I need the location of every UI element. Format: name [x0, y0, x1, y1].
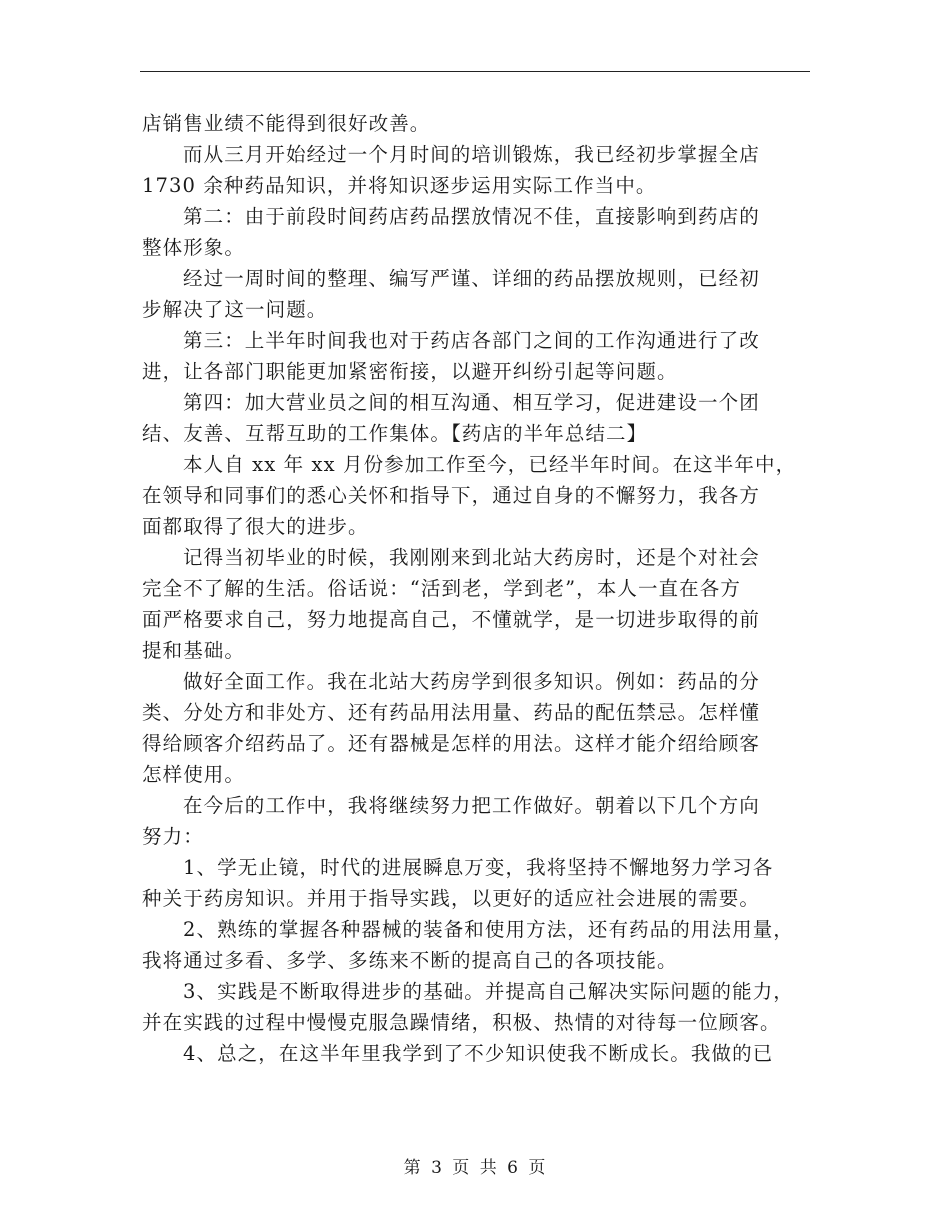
- text-line: 怎样使用。: [142, 763, 246, 786]
- text-line: 店销售业绩不能得到很好改善。: [142, 112, 431, 135]
- text-line: 在领导和同事们的悉心关怀和指导下，通过自身的不懈努力，我各方: [142, 484, 761, 507]
- text-line: 类、分处方和非处方、还有药品用法用量、药品的配伍禁忌。怎样懂: [142, 701, 761, 724]
- text-line: 整体形象。: [142, 236, 246, 259]
- text-line: 面严格要求自己，努力地提高自己，不懂就学，是一切进步取得的前: [142, 608, 761, 631]
- text-line: 步解决了这一问题。: [142, 298, 328, 321]
- text-line: 得给顾客介绍药品了。还有器械是怎样的用法。这样才能介绍给顾客: [142, 732, 761, 755]
- text-line: 提和基础。: [142, 639, 246, 662]
- text-line: 完全不了解的生活。俗话说：“活到老，学到老”，本人一直在各方: [142, 577, 741, 600]
- text-line: 面都取得了很大的进步。: [142, 515, 369, 538]
- text-line: 第四：加大营业员之间的相互沟通、相互学习，促进建设一个团: [183, 391, 760, 414]
- text-line: 记得当初毕业的时候，我刚刚来到北站大药房时，还是个对社会: [183, 546, 760, 569]
- text-line: 我将通过多看、多学、多练来不断的提高自己的各项技能。: [142, 949, 678, 972]
- text-line: 经过一周时间的整理、编写严谨、详细的药品摆放规则，已经初: [183, 267, 760, 290]
- text-line: 结、友善、互帮互助的工作集体。【药店的半年总结二】: [142, 422, 648, 445]
- text-line: 4、总之，在这半年里我学到了不少知识使我不断成长。我做的已: [183, 1042, 774, 1065]
- page-footer: 第 3 页 共 6 页: [403, 1158, 547, 1178]
- text-line: 做好全面工作。我在北站大药房学到很多知识。例如：药品的分: [183, 670, 760, 693]
- text-line: 1、学无止镜，时代的进展瞬息万变，我将坚持不懈地努力学习各: [183, 856, 774, 879]
- text-line: 第三：上半年时间我也对于药店各部门之间的工作沟通进行了改: [183, 329, 760, 352]
- document-body: [142, 108, 810, 1069]
- text-line: 进，让各部门职能更加紧密衔接，以避开纠纷引起等问题。: [142, 360, 678, 383]
- text-line: 本人自 xx 年 xx 月份参加工作至今，已经半年时间。在这半年中，: [183, 453, 797, 476]
- header-rule: [140, 71, 810, 72]
- text-line: 种关于药房知识。并用于指导实践，以更好的适应社会进展的需要。: [142, 887, 761, 910]
- text-line: 并在实践的过程中慢慢克服急躁情绪，积极、热情的对待每一位顾客。: [142, 1011, 781, 1034]
- text-line: 而从三月开始经过一个月时间的培训锻炼，我已经初步掌握全店: [183, 143, 760, 166]
- text-line: 努力：: [142, 825, 204, 848]
- text-line: 在今后的工作中，我将继续努力把工作做好。朝着以下几个方向: [183, 794, 760, 817]
- text-line: 1730 余种药品知识，并将知识逐步运用实际工作当中。: [142, 174, 657, 197]
- text-line: 第二：由于前段时间药店药品摆放情况不佳，直接影响到药店的: [183, 205, 760, 228]
- text-line: 3、实践是不断取得进步的基础。并提高自己解决实际问题的能力，: [183, 980, 794, 1003]
- text-line: 2、熟练的掌握各种器械的装备和使用方法，还有药品的用法用量，: [183, 918, 794, 941]
